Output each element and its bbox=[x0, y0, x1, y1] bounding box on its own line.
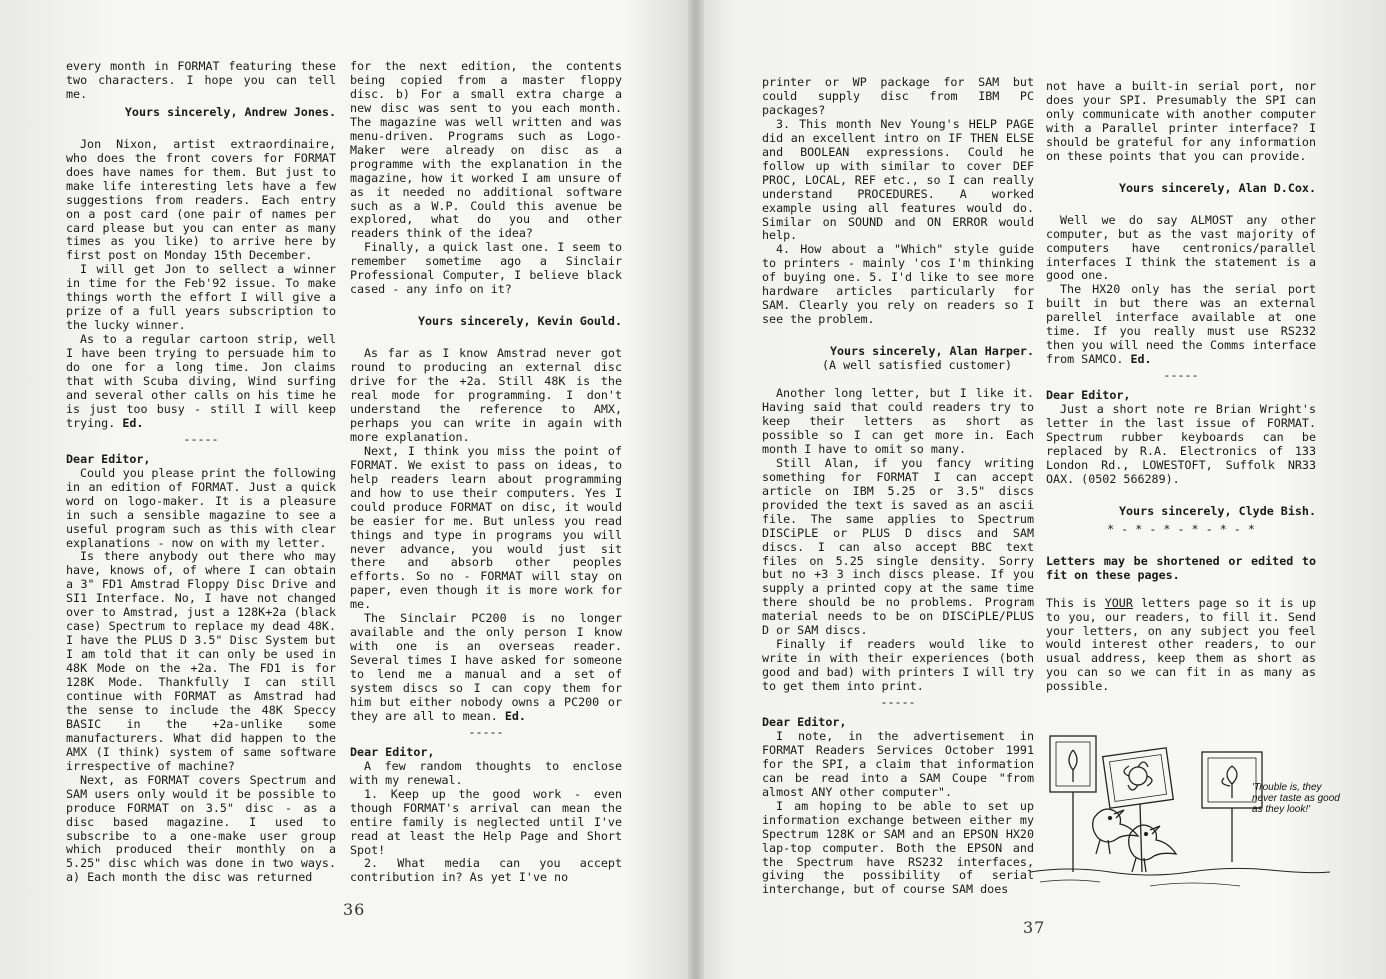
painting-sign-1 bbox=[1050, 736, 1096, 792]
signature-note: (A well satisfied customer) bbox=[822, 358, 1012, 373]
paragraph: Jon Nixon, artist extraordinaire, who does the front covers for FORMAT does have names for them. But just to make life interesting lets have a few suggestions from readers. Each entry on a post card (one pair of names per card please but you can enter as many times as you like) to arrive here by first post on Monday 15th December. bbox=[66, 136, 336, 263]
paragraph: Next, I think you miss the point of FORMAT. We exist to pass on ideas, to help readers learn about programming and how to use their computers. Yes I could produce FORMAT on disc, it would be easier for me. But unless you read things and type in programs you will never advance, you would just sit there and absorb other peoples efforts. So no - FORMAT will stay on paper, even though it is more work for me. bbox=[350, 443, 622, 612]
right-page-column-2 bbox=[1046, 80, 1316, 694]
paragraph: I am hoping to be able to set up information exchange between either my Spectrum 128K or SAM and an EPSON HX20 lap-top computer. Both the EPSON and the Spectrum have RS232 interfaces, giving the possibility of serial interchange, but of course SAM does bbox=[762, 798, 1034, 897]
paragraph: As to a regular cartoon strip, well I have been trying to persuade him to do one for a long time. Jon claims that with Scuba diving, Wind surfing and several other calls on his time he is just too busy - still I will keep trying. Ed. bbox=[66, 332, 336, 430]
ornament-line: * - * - * - * - * - * bbox=[1107, 521, 1255, 536]
separator: ----- bbox=[880, 695, 916, 710]
page-gutter bbox=[688, 0, 704, 979]
cartoon-caption: 'Trouble is, they never taste as good as they look!' bbox=[1252, 782, 1340, 815]
paragraph: 1. Keep up the good work - even though FORMAT's arrival can mean the entire family is neglected until I've read at least the Help Page and Short Spot! bbox=[350, 786, 622, 857]
letter-salutation: Dear Editor, bbox=[350, 744, 435, 759]
paragraph: Could you please print the following in an edition of FORMAT. Just a quick word on logo-maker. It is a pleasure in such a sensible magazine to see a useful program such as this with clear explanations - now on with my letter. bbox=[66, 465, 336, 550]
paragraph: not have a built-in serial port, nor does your SPI. Presumably the SPI can only communicate with another computer with a Parallel printer interface? I should be grateful for any information on these points that you can provide. bbox=[1046, 79, 1316, 163]
painting-sign-2 bbox=[1103, 748, 1174, 808]
right-page-column-1 bbox=[762, 76, 1034, 897]
signature: Yours sincerely, Alan D.Cox. bbox=[1118, 180, 1316, 195]
editor-mark: Ed. bbox=[1130, 352, 1152, 367]
signature: Yours sincerely, Clyde Bish. bbox=[1118, 503, 1316, 518]
paragraph: for the next edition, the contents being copied from a master floppy disc. b) For a small extra charge a new disc was sent to you each month. The magazine was well written and was menu-driven. Programs such as Logo-Maker were already on disc as a programme with the explanation in the magazine, how it worked I am unsure of as it needed no additional software such as a W.P. Could this avenue be explored, what do you and other readers think of the idea? bbox=[350, 59, 622, 241]
paragraph: every month in FORMAT featuring these two characters. I hope you can tell me. bbox=[66, 59, 336, 101]
signature: Yours sincerely, Andrew Jones. bbox=[124, 104, 336, 119]
page-number: 37 bbox=[1023, 918, 1046, 937]
paragraph: Just a short note re Brian Wright's letter in the last issue of FORMAT. Spectrum rubber keyboards can be replaced by R.A. Electronics of 133 London Rd., LOWESTOFT, Suffolk NR33 OAX. (0502 566289). bbox=[1046, 402, 1316, 486]
letter-salutation: Dear Editor, bbox=[1046, 388, 1131, 403]
paragraph: The Sinclair PC200 is no longer available and the only person I know with one is an overseas reader. Several times I have asked for someone to lend me a manual and a set of system discs so I can copy them for him but either nobody owns a PC200 or they are all to mean. Ed. bbox=[350, 611, 622, 723]
paragraph: I will get Jon to sellect a winner in time for the Feb'92 issue. To make things worth the effort I will give a prize of a full years subscription to the lucky winner. bbox=[66, 262, 336, 333]
bird-2 bbox=[1129, 825, 1176, 860]
signature: Yours sincerely, Alan Harper. bbox=[829, 344, 1034, 359]
paragraph: 4. How about a "Which" style guide to printers - mainly 'cos I'm thinking of buying one. 5. I'd like to see more hardware articles particularly for SAM. Clearly you rely on readers so I see the problem. bbox=[762, 242, 1034, 327]
signature: Yours sincerely, Kevin Gould. bbox=[417, 314, 622, 329]
separator: ----- bbox=[468, 724, 504, 739]
paragraph: The HX20 only has the serial port built in but there was an external parellel interface available at one time. If you really must use RS232 then you will need the Comms interface from SAMCO. Ed. bbox=[1046, 282, 1316, 367]
emphasis: YOUR bbox=[1104, 595, 1133, 610]
letter-salutation: Dear Editor, bbox=[66, 451, 151, 466]
left-page-column-2 bbox=[350, 60, 622, 885]
editorial-notice: Letters may be shortened or edited to fit on these pages. bbox=[1046, 553, 1316, 582]
left-page-column-1 bbox=[66, 60, 336, 885]
separator: ----- bbox=[1163, 368, 1199, 383]
paragraph: Another long letter, but I like it. Having said that could readers try to keep their letters as short as possible so I can get more in. Each month I have to omit so many. bbox=[762, 386, 1034, 456]
editor-mark: Ed. bbox=[504, 708, 526, 723]
separator: ----- bbox=[183, 431, 219, 446]
paragraph: A few random thoughts to enclose with my renewal. bbox=[350, 758, 622, 787]
paragraph: Finally, a quick last one. I seem to remember sometime ago a Sinclair Professional Computer, I believe black cased - any info on it? bbox=[350, 240, 622, 297]
paragraph: This is YOUR letters page so it is up to you, our readers, to fill it. Send your letters, on any subject you feel would interest other readers, to our usual address, keep them as short as you can so we can fit in as many as possible. bbox=[1046, 595, 1316, 694]
paragraph: I note, in the advertisement in FORMAT Readers Services October 1991 for the SPI, a claim that information can be read into a SAM Coupe "from almost ANY other computer". bbox=[762, 728, 1034, 799]
paragraph: Is there anybody out there who may have, knows of, of where I can obtain a 3" FD1 Amstrad Floppy Disc Drive and SI1 Interface. No, I have not changed over to Amstrad, just a 128K+2a (black case) Spectrum to replace my dead 48K. I have the PLUS D 3.5" Disc System but I am told that it can only be used in 48K Mode on the +2a. The FD1 is for 128K Mode. Thankfully I can still continue with FORMAT as Amstrad had the sense to include the 48K Speccy BASIC in the +2a-unlike some manufacturers. What did happen to the AMX (I think) system of same software irrespective of machine? bbox=[66, 549, 336, 773]
letter-salutation: Dear Editor, bbox=[762, 714, 847, 729]
paragraph: 2. What media can you accept contribution in? As yet I've no bbox=[350, 856, 622, 885]
page-number: 36 bbox=[343, 900, 366, 919]
paragraph: 3. This month Nev Young's HELP PAGE did an excellent intro on IF THEN ELSE and BOOLEAN expressions. Could he follow up with similar to cover DEF PROC, LOCAL, REF etc., so I can really understand PROCEDURES. A worked example using all features would do. Similar on SOUND and ON ERROR would help. bbox=[762, 116, 1034, 243]
paragraph: Finally if readers would like to write in with their experiences (both good and bad) with printers I will try to get them into print. bbox=[762, 637, 1034, 694]
editor-mark: Ed. bbox=[122, 415, 144, 430]
paragraph: Next, as FORMAT covers Spectrum and SAM users only would it be possible to produce FORMAT on 3.5" disc - as a disc based magazine. I used to subscribe to a one-make user group which produced their monthly on a 5.25" disc which was done in two ways. a) Each month the disc was returned bbox=[66, 772, 336, 885]
paragraph: Well we do say ALMOST any other computer, but as the vast majority of computers have centronics/parallel interfaces I think the statement is a good one. bbox=[1046, 212, 1316, 283]
paragraph: printer or WP package for SAM but could supply disc from IBM PC packages? bbox=[762, 75, 1034, 117]
paragraph: Still Alan, if you fancy writing something for FORMAT I can accept article on IBM 5.25 or 3.5" discs provided the text is saved as an ascii file. The same applies to Spectrum DISCiPLE or PLUS D discs and SAM discs. I can also accept BBC text files on 5.25 single density. Sorry but no +3 3 inch discs please. If you supply a printed copy at the same time there should be no problems. Program material needs to be on DISCiPLE/PLUS D or SAM discs. bbox=[762, 455, 1034, 638]
paragraph: As far as I know Amstrad never got round to producing an external disc drive for the +2a. Still 48K is the real mode for programming. I don't understand the reference to AMX, perhaps you can write in again with more explanation. bbox=[350, 346, 622, 444]
